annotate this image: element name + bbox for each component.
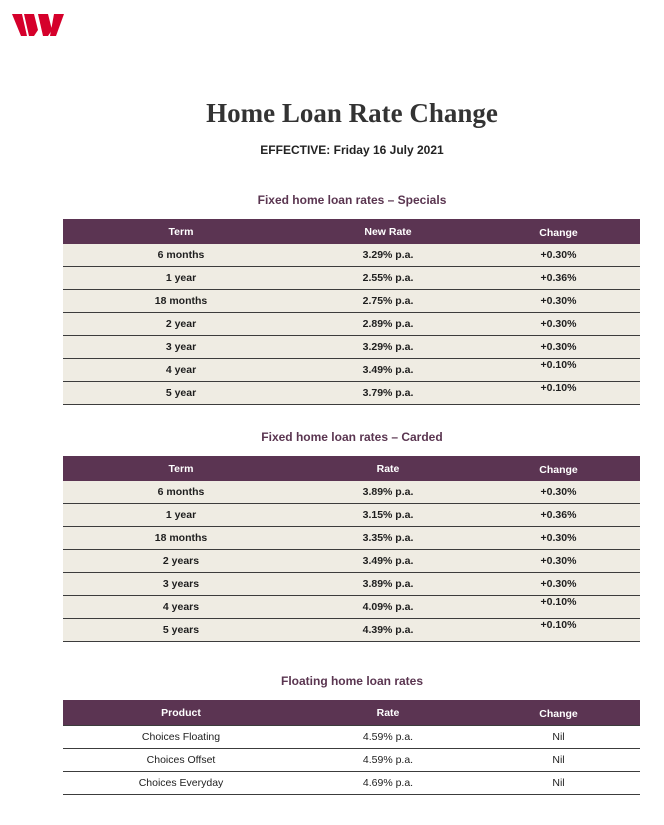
rate-cell: 3.35% p.a. — [299, 527, 477, 550]
rate-cell: 3.79% p.a. — [299, 382, 477, 405]
rate-cell: 2.89% p.a. — [299, 313, 477, 336]
term-cell: 18 months — [63, 290, 299, 313]
product-cell: Choices Floating — [63, 726, 299, 749]
table-row — [63, 244, 640, 267]
rate-cell: 4.59% p.a. — [299, 749, 477, 772]
term-cell: 6 months — [63, 481, 299, 504]
table-row — [63, 772, 640, 795]
page-title: Home Loan Rate Change — [206, 98, 498, 128]
term-cell: 4 years — [63, 596, 299, 619]
westpac-logo-icon — [12, 14, 64, 38]
table-row — [63, 290, 640, 313]
table-row — [63, 573, 640, 596]
change-cell: +0.10% — [477, 382, 640, 405]
change-cell: +0.30% — [477, 527, 640, 550]
column-header-change: Change — [477, 700, 640, 726]
column-header-rate: Rate — [299, 700, 477, 726]
change-cell: +0.36% — [477, 504, 640, 527]
table-row — [63, 749, 640, 772]
table-row — [63, 550, 640, 573]
term-cell: 2 years — [63, 550, 299, 573]
table-row — [63, 596, 640, 619]
table-row — [63, 267, 640, 290]
rate-cell: 3.49% p.a. — [299, 359, 477, 382]
rate-cell: 4.59% p.a. — [299, 726, 477, 749]
table-row — [63, 336, 640, 359]
table-header-row — [63, 456, 640, 481]
column-header-product: Product — [63, 700, 299, 726]
rate-cell: 4.39% p.a. — [299, 619, 477, 642]
change-cell: +0.10% — [477, 596, 640, 619]
table-row — [63, 726, 640, 749]
change-cell: +0.30% — [477, 290, 640, 313]
change-cell: +0.30% — [477, 550, 640, 573]
table-row — [63, 382, 640, 405]
table-row — [63, 481, 640, 504]
term-cell: 2 year — [63, 313, 299, 336]
column-header-rate: New Rate — [299, 219, 477, 244]
term-cell: 6 months — [63, 244, 299, 267]
column-header-rate: Rate — [299, 456, 477, 481]
term-cell: 18 months — [63, 527, 299, 550]
table-header-row — [63, 219, 640, 244]
change-cell: +0.30% — [477, 573, 640, 596]
product-cell: Choices Offset — [63, 749, 299, 772]
term-cell: 1 year — [63, 267, 299, 290]
term-cell: 3 years — [63, 573, 299, 596]
table-row — [63, 359, 640, 382]
rate-cell: 2.55% p.a. — [299, 267, 477, 290]
term-cell: 5 year — [63, 382, 299, 405]
product-cell: Choices Everyday — [63, 772, 299, 795]
rate-cell: 3.89% p.a. — [299, 573, 477, 596]
specials-rates-table — [63, 219, 640, 405]
column-header-change: Change — [477, 219, 640, 244]
term-cell: 4 year — [63, 359, 299, 382]
column-header-term: Term — [63, 456, 299, 481]
column-header-term: Term — [63, 219, 299, 244]
carded-rates-table — [63, 456, 640, 642]
change-cell: +0.30% — [477, 481, 640, 504]
term-cell: 1 year — [63, 504, 299, 527]
change-cell: Nil — [477, 772, 640, 795]
change-cell: +0.10% — [477, 359, 640, 382]
table-header-row — [63, 700, 640, 726]
change-cell: Nil — [477, 726, 640, 749]
change-cell: +0.10% — [477, 619, 640, 642]
floating-rates-table — [63, 700, 640, 795]
rate-cell: 3.29% p.a. — [299, 244, 477, 267]
change-cell: +0.36% — [477, 267, 640, 290]
rate-cell: 2.75% p.a. — [299, 290, 477, 313]
change-cell: +0.30% — [477, 336, 640, 359]
table-row — [63, 313, 640, 336]
rate-cell: 3.89% p.a. — [299, 481, 477, 504]
rate-cell: 4.09% p.a. — [299, 596, 477, 619]
rate-cell: 3.15% p.a. — [299, 504, 477, 527]
carded-section-title: Fixed home loan rates – Carded — [261, 430, 443, 444]
change-cell: +0.30% — [477, 313, 640, 336]
term-cell: 5 years — [63, 619, 299, 642]
specials-section-title: Fixed home loan rates – Specials — [257, 193, 447, 207]
table-row — [63, 504, 640, 527]
change-cell: +0.30% — [477, 244, 640, 267]
change-cell: Nil — [477, 749, 640, 772]
column-header-change: Change — [477, 456, 640, 481]
rate-cell: 4.69% p.a. — [299, 772, 477, 795]
rate-cell: 3.29% p.a. — [299, 336, 477, 359]
rate-cell: 3.49% p.a. — [299, 550, 477, 573]
table-row — [63, 619, 640, 642]
effective-date: EFFECTIVE: Friday 16 July 2021 — [260, 143, 444, 157]
table-row — [63, 527, 640, 550]
floating-section-title: Floating home loan rates — [280, 674, 424, 688]
term-cell: 3 year — [63, 336, 299, 359]
